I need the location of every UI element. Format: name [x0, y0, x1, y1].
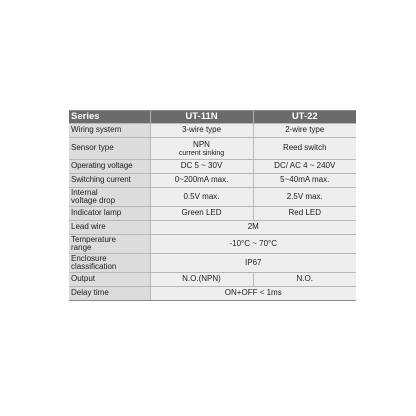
cell-ut22-output: N.O. — [253, 273, 356, 287]
cell-ut11n-voltage: DC 5 ~ 30V — [150, 160, 253, 174]
table-row — [69, 221, 356, 235]
row-label-switching-current: Switching current — [69, 174, 150, 188]
cell-ut11n-sensor-line1: NPN — [193, 139, 210, 149]
cell-temperature-range: -10°C ~ 70°C — [150, 235, 356, 254]
cell-ut22-voltage: DC/ AC 4 ~ 240V — [253, 160, 356, 174]
cell-ut22-current: 5~40mA max. — [253, 174, 356, 188]
table-row — [69, 188, 356, 207]
table-row — [69, 160, 356, 174]
row-label-lead-wire: Lead wire — [69, 221, 150, 235]
header-ut-22: UT-22 — [253, 111, 356, 124]
row-label-temperature-line2: range — [71, 243, 92, 252]
table-row — [69, 254, 356, 273]
row-label-enclosure-line2: classification — [71, 262, 117, 271]
cell-ut22-wiring: 2-wire type — [253, 124, 356, 138]
row-label-internal-voltage-drop — [69, 188, 150, 207]
row-label-internal-line1: Internal — [71, 188, 98, 198]
cell-ut11n-wiring: 3-wire type — [150, 124, 253, 138]
table-row — [69, 207, 356, 221]
table-row — [69, 124, 356, 138]
table-row — [69, 273, 356, 287]
cell-enclosure: IP67 — [150, 254, 356, 273]
row-label-enclosure — [69, 254, 150, 273]
header-row — [69, 111, 356, 124]
header-ut-11n: UT-11N — [150, 111, 253, 124]
header-series: Series — [69, 111, 150, 124]
cell-ut11n-lamp: Green LED — [150, 207, 253, 221]
row-label-sensor-type: Sensor type — [69, 138, 150, 160]
spec-table — [69, 111, 356, 300]
cell-ut11n-current: 0~200mA max. — [150, 174, 253, 188]
spec-table-container — [69, 110, 356, 301]
row-label-indicator-lamp: Indicator lamp — [69, 207, 150, 221]
cell-ut22-drop: 2.5V max. — [253, 188, 356, 207]
row-label-delay-time: Delay time — [69, 287, 150, 301]
row-label-temperature-line1: Temperature — [71, 235, 116, 245]
row-label-operating-voltage: Operating voltage — [69, 160, 150, 174]
cell-ut22-sensor: Reed switch — [253, 138, 356, 160]
table-row — [69, 174, 356, 188]
table-row — [69, 138, 356, 160]
row-label-output: Output — [69, 273, 150, 287]
row-label-enclosure-line1: Enclosure — [71, 254, 107, 264]
cell-ut22-lamp: Red LED — [253, 207, 356, 221]
cell-ut11n-sensor — [150, 138, 253, 160]
row-label-temperature-range — [69, 235, 150, 254]
table-row — [69, 287, 356, 301]
cell-ut11n-sensor-line2: current sinking — [178, 147, 225, 157]
cell-lead-wire: 2M — [150, 221, 356, 235]
row-label-internal-line2: voltage drop — [71, 196, 116, 205]
cell-delay-time: ON+OFF < 1ms — [150, 287, 356, 301]
table-row — [69, 235, 356, 254]
cell-ut11n-drop: 0.5V max. — [150, 188, 253, 207]
row-label-wiring-system: Wiring system — [69, 124, 150, 138]
cell-ut11n-output: N.O.(NPN) — [150, 273, 253, 287]
